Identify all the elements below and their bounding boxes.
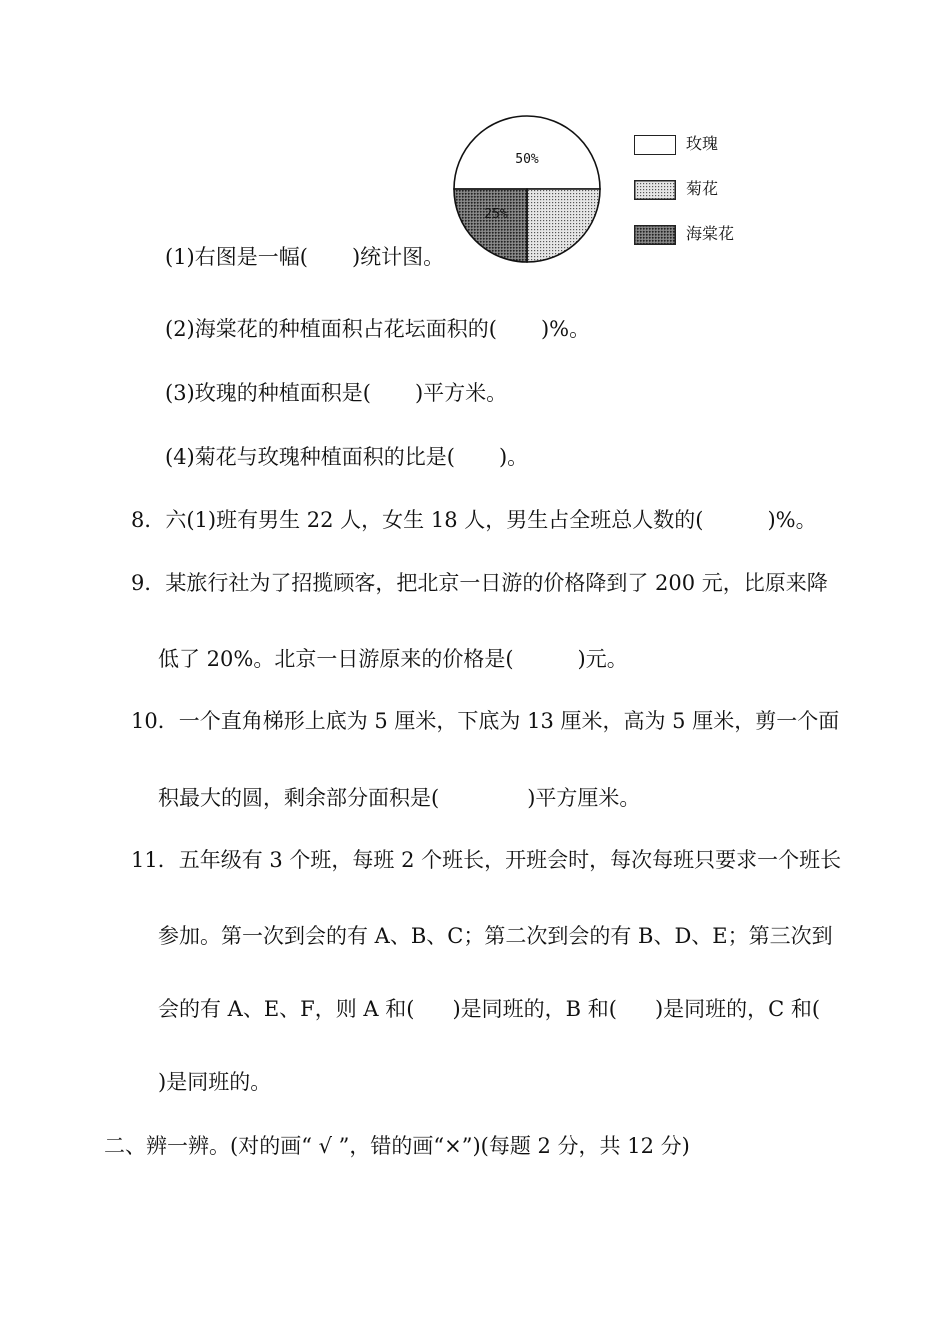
q7-3-after: )平方米。 (414, 381, 508, 405)
q10-after: )平方厘米。 (527, 786, 641, 810)
q7-2-after: )%。 (540, 317, 591, 341)
question-7-4 (165, 443, 528, 471)
q8-after: )%。 (767, 508, 817, 532)
pie-slice-2 (454, 189, 527, 262)
question-9-line2 (158, 645, 628, 673)
question-11-line4: )是同班的。 (158, 1070, 272, 1094)
q10-before: 积最大的圆，剩余部分面积是( (158, 786, 440, 810)
legend-swatch-rose (634, 135, 676, 155)
q7-4-before: (4)菊花与玫瑰种植面积的比是( (165, 445, 455, 469)
q11-part-a: 会的有 A、E、F，则 A 和( (158, 997, 415, 1021)
q9-after: )元。 (577, 647, 628, 671)
question-8 (131, 506, 817, 534)
legend-label-chrysanthemum: 菊花 (686, 179, 719, 198)
question-7-1 (165, 243, 444, 271)
question-11-line1: 11．五年级有 3 个班，每班 2 个班长，开班会时，每次每班只要求一个班长 (131, 848, 842, 872)
question-11-line2: 参加。第一次到会的有 A、B、C；第二次到会的有 B、D、E；第三次到 (158, 924, 833, 948)
pie-chart (450, 112, 604, 266)
q7-3-before: (3)玫瑰的种植面积是( (165, 381, 371, 405)
pie-label-25: 25% (484, 207, 508, 222)
question-11-line3 (158, 995, 820, 1023)
pie-slice-1 (527, 189, 600, 262)
q11-part-c: )是同班的，C 和( (654, 997, 821, 1021)
legend-label-begonia: 海棠花 (686, 224, 735, 243)
q7-1-before: (1)右图是一幅( (165, 245, 308, 269)
legend-swatch-begonia (634, 225, 676, 245)
q9-before: 低了 20%。北京一日游原来的价格是( (158, 647, 514, 671)
q11-part-b: )是同班的，B 和( (452, 997, 617, 1021)
question-10-line1: 10．一个直角梯形上底为 5 厘米，下底为 13 厘米，高为 5 厘米，剪一个面 (131, 709, 840, 733)
question-10-line2 (158, 784, 640, 812)
q7-1-after: )统计图。 (351, 245, 445, 269)
q8-before: 8．六(1)班有男生 22 人，女生 18 人，男生占全班总人数的( (131, 508, 704, 532)
question-9-line1: 9．某旅行社为了招揽顾客，把北京一日游的价格降到了 200 元，比原来降 (131, 571, 828, 595)
legend-swatch-chrysanthemum (634, 180, 676, 200)
question-7-3 (165, 379, 507, 407)
pie-label-50: 50% (515, 152, 539, 167)
section-2-heading: 二、辨一辨。(对的画“ √ ”，错的画“×”)(每题 2 分，共 12 分) (104, 1134, 690, 1158)
question-7-2 (165, 315, 590, 343)
q7-2-before: (2)海棠花的种植面积占花坛面积的( (165, 317, 497, 341)
legend-label-rose: 玫瑰 (686, 134, 719, 153)
q7-4-after: )。 (498, 445, 529, 469)
